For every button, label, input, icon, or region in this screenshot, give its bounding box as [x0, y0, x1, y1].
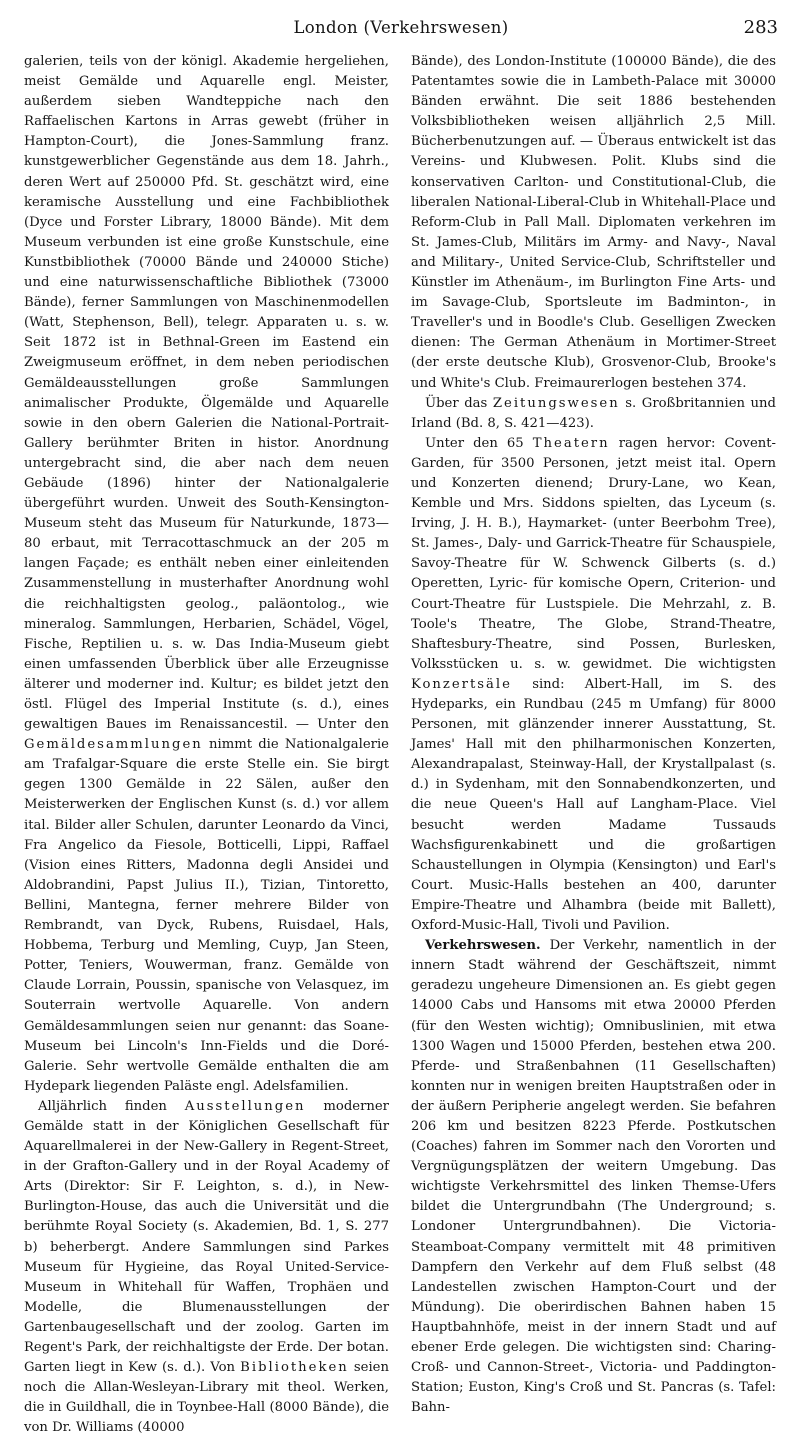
text-run: galerien, teils von der königl. Akademie hergeliehen, meist Gemälde und Aquarelle engl. Meister, außerdem sieben Wandteppiche nach den Raffaelischen Kartons in Arras gewebt (früher in Hampton-Court), die Jones-Sammlung franz. kunstgewerblicher Gegenstände aus dem 18. Jahrh., deren Wert auf 250000 Pfd. St. geschätzt wird, eine keramische Ausstellung und eine Fachbibliothek (Dyce und Forster Library, 18000 Bände). Mit dem Museum verbunden ist eine große Kunstschule, eine Kunstbibliothek (70000 Bände und 240000 Stiche) und eine naturwissenschaftliche Bibliothek (73000 Bände), ferner Sammlungen von Maschinenmodellen (Watt, Stephenson, Bell), telegr. Apparaten u. s. w. Seit 1872 ist in Bethnal-Green im Eastend ein Zweigmuseum eröffnet, in dem neben periodischen Gemäldeausstellungen große Sammlungen animalischer Produkte, Ölgemälde und Aquarelle sowie in den obern Galerien die National-Portrait-Gallery berühmter Briten in histor. Anordnung untergebracht sind, die aber nach dem neuen Gebäude (1896) hinter der Nationalgalerie übergeführt wurden. Unweit des South-Kensington-Museum steht das Museum für Naturkunde, 1873—80 erbaut, mit Terracottaschmuck an der 205 m langen Façade; es enthält neben einer einleitenden Zusammenstellung in musterhafter Anordnung wohl die reichhaltigsten geolog., paläontolog., wie mineralog. Sammlungen, Herbarien, Schädel, Vögel, Fische, Reptilien u. s. w. Das India-Museum giebt einen umfassenden Überblick über alle Erzeugnisse älterer und moderner ind. Kultur; es bildet jetzt den östl. Flügel des Imperial Institute (s. d.), eines gewaltigen Baues im Renaissancestil. — Unter den	[24, 54, 389, 733]
paragraph-libraries-clubs	[411, 52, 776, 394]
text-run: moderner Gemälde statt in der Königlichen Gesellschaft für Aquarellmalerei in der New-Gallery in Regent-Street, in der Grafton-Gallery und in der Royal Academy of Arts (Direktor: Sir F. Leighton, s. d.), in New-Burlington-House, das auch die Universität und die berühmte Royal Society (s. Akademien, Bd. 1, S. 277 b) beherbergt. Andere Sammlungen sind Parkes Museum für Hygieine, das Royal United-Service-Museum in Whitehall für Waffen, Trophäen und Modelle, die Blumenausstellungen der Gartenbaugesellschaft und der zoolog. Garten im Regent's Park, der reichhaltigste der Erde. Der botan. Garten liegt in Kew (s. d.). Von	[24, 1098, 389, 1376]
page-number: 283	[743, 17, 778, 38]
spaced-term: Bibliotheken	[240, 1360, 349, 1376]
text-run: Unter den 65	[425, 435, 524, 451]
text-run: nimmt die Nationalgalerie am Trafalgar-Square die erste Stelle ein. Sie birgt gegen 1300 Gemälde in 22 Sälen, außer den Meisterwerken der Englischen Kunst (s. d.) vor allem ital. Bilder aller Schulen, darunter Leonardo da Vinci, Fra Angelico da Fiesole, Botticelli, Lippi, Raffael (Vision eines Ritters, Madonna degli Ansidei und Aldobrandini, Papst Julius II.), Tizian, Tintoretto, Bellini, Mantegna, ferner mehrere Bilder von Rembrandt, van Dyck, Rubens, Ruisdael, Hals, Hobbema, Terburg und Memling, Cuyp, Jan Steen, Potter, Teniers, Wouwerman, franz. Gemälde von Claude Lorrain, Poussin, spanische von Velasquez, im Souterrain wertvolle Aquarelle. Von andern Gemäldesammlungen seien nur genannt: das Soane-Museum bei Lincoln's Inn-Fields und die Doré-Galerie. Sehr wertvolle Gemälde enthalten die am Hydepark liegenden Paläste engl. Adelsfamilien.	[24, 737, 389, 1094]
text-run: Der Verkehr, namentlich in der innern Stadt während der Geschäftszeit, nimmt geradezu ungeheure Dimensionen an. Es giebt gegen 14000 Cabs und Hansoms mit etwa 20000 Pferden (für den Westen wichtig); Omnibuslinien, mit etwa 1300 Wagen und 15000 Pferden, bestehen etwa 200. Pferde- und Straßenbahnen (11 Gesellschaften) konnten nur in wenigen breiten Hauptstraßen oder in der äußern Peripherie angelegt werden. Sie befahren 206 km und besitzen 8223 Pferde. Postkutschen (Coaches) fahren im Sommer nach den Vororten und Vergnügungsplätzen der weitern Umgebung. Das wichtigste Verkehrsmittel des linken Themse-Ufers bildet die Untergrundbahn (The Underground; s. Londoner Untergrundbahnen). Die Victoria-Steamboat-Company vermittelt mit 48 primitiven Dampfern den Verkehr auf dem Fluß selbst (48 Landestellen zwischen Hampton-Court und der Mündung). Die oberirdischen Bahnen haben 15 Hauptbahnhöfe, meist in der innern Stadt und auf ebener Erde gelegen. Die wichtigsten sind: Charing-Croß- und Cannon-Street-, Victoria- und Paddington-Station; Euston, King's Croß und St. Pancras (s. Tafel: Bahn-	[411, 938, 776, 1416]
text-run: Bände), des London-Institute (100000 Bände), die des Patentamtes sowie die in Lambeth-Palace mit 30000 Bänden erwähnt. Die seit 1886 bestehenden Volksbibliotheken weisen alljährlich 2,5 Mill. Bücherbenutzungen auf. — Überaus entwickelt ist das Vereins- und Klubwesen. Polit. Klubs sind die konservativen Carlton- und Constitutional-Club, die liberalen National-Liberal-Club in Whitehall-Place und Reform-Club in Pall Mall. Diplomaten verkehren im St. James-Club, Militärs im Army- and Navy-, Naval and Military-, United Service-Club, Schriftsteller und Künstler im Athenäum-, im Burlington Fine Arts- und im Savage-Club, Sportsleute im Badminton-, in Traveller's und in Boodle's Club. Geselligen Zwecken dienen: The German Athenäum in Mortimer-Street (der erste deutsche Klub), Grosvenor-Club, Brooke's und White's Club. Freimaurerlogen bestehen 374.	[411, 54, 776, 391]
right-column	[411, 52, 776, 1418]
text-run: ragen hervor: Covent-Garden, für 3500 Personen, jetzt meist ital. Opern und Konzerten dienend; Drury-Lane, wo Kean, Kemble und Mrs. Siddons spielten, das Lyceum (s. Irving, J. H. B.), Haymarket- (unter Beerbohm Tree), St. James-, Daly- und Garrick-Theatre für Schauspiele, Savoy-Theatre für W. Schwenck Gilberts (s. d.) Operetten, Lyric- für komische Opern, Criterion- und Court-Theatre für Lustspiele. Die Mehrzahl, z. B. Toole's Theatre, The Globe, Strand-Theatre, Shaftesbury-Theatre, sind Possen, Burlesken, Volksstücken u. s. w. gewidmet. Die wichtigsten	[411, 435, 776, 672]
spaced-term: Gemäldesammlungen	[24, 737, 203, 753]
section-heading: Verkehrswesen.	[425, 938, 541, 954]
text-run: Alljährlich finden	[38, 1098, 167, 1114]
left-column	[24, 52, 389, 1438]
running-title: London (Verkehrswesen)	[293, 18, 509, 37]
paragraph-press	[411, 394, 776, 434]
spaced-term: Konzertsäle	[411, 676, 512, 692]
text-run: s. Großbritannien und Irland (Bd. 8, S. 421—423).	[411, 395, 776, 431]
spaced-term: Zeitungswesen	[492, 395, 620, 411]
spaced-term: Theatern	[532, 435, 610, 451]
paragraph-museums	[24, 52, 389, 1097]
paragraph-exhibitions	[24, 1097, 389, 1438]
spaced-term: Ausstellungen	[184, 1098, 306, 1114]
paragraph-traffic	[411, 936, 776, 1418]
text-run: Über das	[425, 395, 488, 411]
text-run: seien noch die Allan-Wesleyan-Library mit theol. Werken, die in Guildhall, die in Toynbee-Hall (8000 Bände), die von Dr. Williams (40000	[24, 1360, 389, 1436]
paragraph-theatres	[411, 434, 776, 936]
text-run: sind: Albert-Hall, im S. des Hydeparks, ein Rundbau (245 m Umfang) für 8000 Personen, mit glänzender innerer Ausstattung, St. James' Hall mit den philharmonischen Konzerten, Alexandrapalast, Steinway-Hall, der Krystallpalast (s. d.) in Sydenham, mit den Sonnabendkonzerten, und die neue Queen's Hall auf Langham-Place. Viel besucht werden Madame Tussauds Wachsfigurenkabinett und die großartigen Schaustellungen in Olympia (Kensington) und Earl's Court. Music-Halls bestehen an 400, darunter Empire-Theatre und Alhambra (beide mit Ballett), Oxford-Music-Hall, Tivoli und Pavilion.	[411, 676, 776, 934]
page-header	[24, 12, 778, 44]
